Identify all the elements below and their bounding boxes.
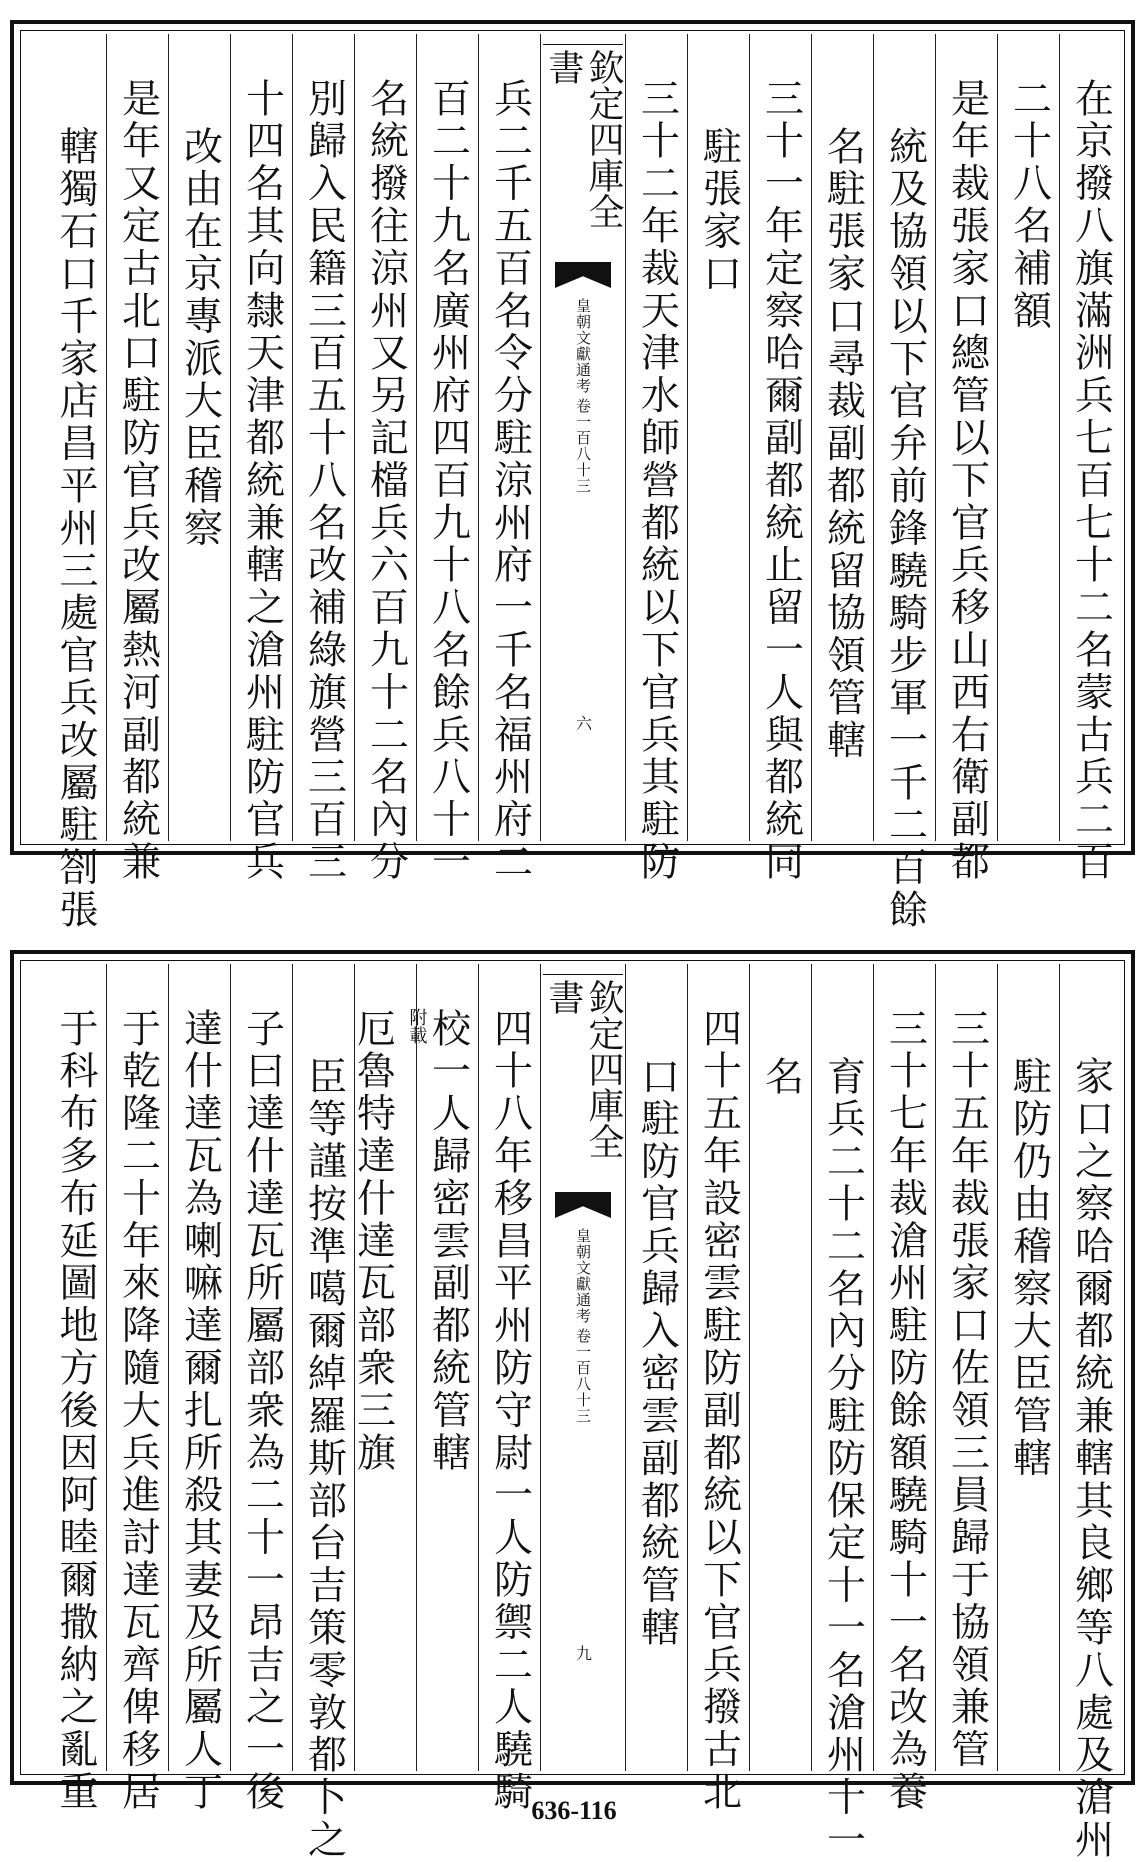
text-column bbox=[168, 34, 230, 841]
text-column bbox=[687, 34, 749, 841]
text-column bbox=[416, 34, 478, 884]
page-footer-number: 636-116 bbox=[531, 1796, 617, 1825]
fishtail-mark bbox=[555, 1192, 611, 1218]
text-line: 統及協領以下官弁前鋒驍騎步軍一千二百餘 bbox=[882, 126, 928, 932]
text-column bbox=[873, 964, 935, 1814]
text-column bbox=[811, 964, 873, 1862]
text-line: 是年裁張家口總管以下官兵移山西右衛副都 bbox=[944, 78, 990, 884]
folio-number: 六 bbox=[573, 715, 593, 731]
text-line: 四十五年設密雲駐防副都統以下官兵撥古北 bbox=[696, 1008, 742, 1814]
text-line: 口駐防官兵歸入密雲副都統管轄 bbox=[634, 1056, 680, 1650]
text-column bbox=[749, 964, 811, 1771]
text-line: 四十八年移昌平州防守尉一人防禦二人驍騎 bbox=[487, 1008, 533, 1814]
text-column bbox=[106, 964, 168, 1814]
text-line: 名駐張家口尋裁副都統留協領管轄 bbox=[820, 126, 866, 762]
text-line: 三十二年裁天津水師營都統以下官兵其駐防 bbox=[634, 78, 680, 884]
text-column bbox=[935, 964, 997, 1771]
folio-number: 九 bbox=[573, 1645, 593, 1661]
text-column bbox=[478, 34, 540, 884]
text-line: 于乾隆二十年來降隨大兵進討達瓦齊俾移居 bbox=[115, 1008, 161, 1814]
text-line: 育兵二十二名內分駐防保定十一名滄州十一 bbox=[820, 1056, 866, 1862]
text-line: 子曰達什達瓦所屬部衆為二十一昂吉之一後 bbox=[239, 1008, 285, 1814]
text-column bbox=[230, 34, 292, 884]
text-line: 駐張家口 bbox=[696, 126, 742, 296]
text-column bbox=[478, 964, 540, 1814]
text-column bbox=[168, 964, 230, 1814]
side-note-title: 皇朝文獻通考 bbox=[574, 1228, 592, 1324]
text-column bbox=[625, 34, 687, 884]
text-line: 三十一年定察哈爾副都統止留一人與都統同 bbox=[758, 78, 804, 884]
text-line: 于科布多布延圖地方後因阿睦爾撒納之亂重 bbox=[53, 1008, 98, 1814]
text-column bbox=[416, 964, 478, 1771]
center-fold bbox=[540, 34, 625, 841]
side-note bbox=[573, 1228, 593, 1424]
text-line: 厄魯特達什達瓦部衆三旗 bbox=[350, 1008, 396, 1475]
text-line: 十四名其向隸天津都統兼轄之滄州駐防官兵 bbox=[239, 78, 285, 884]
text-column bbox=[687, 964, 749, 1814]
text-column bbox=[44, 964, 106, 1814]
text-column bbox=[935, 34, 997, 884]
text-line: 名 bbox=[758, 1056, 804, 1099]
text-line: 名統撥往涼州又另記檔兵六百九十二名內分 bbox=[363, 78, 409, 884]
text-line: 家口之察哈爾都統兼轄其良鄉等八處及滄州 bbox=[1068, 1056, 1114, 1862]
text-line: 兵二千五百名令分駐涼州府一千名福州府二 bbox=[487, 78, 533, 884]
text-line: 校一人歸密雲副都統管轄 bbox=[425, 1008, 471, 1475]
book-title: 欽定四庫全書 bbox=[543, 974, 623, 1184]
side-note-volume: 卷一百八十三 bbox=[574, 1328, 592, 1424]
text-column bbox=[811, 34, 873, 841]
center-fold bbox=[540, 964, 625, 1771]
text-column bbox=[1059, 34, 1121, 884]
text-column bbox=[873, 34, 935, 932]
text-line: 百二十九名廣州府四百九十八名餘兵八十一 bbox=[425, 78, 471, 884]
text-line: 三十五年裁張家口佐領三員歸于協領兼管 bbox=[944, 1008, 990, 1772]
top-page-frame bbox=[10, 20, 1135, 932]
text-line: 駐防仍由稽察大臣管轄 bbox=[1006, 1056, 1052, 1480]
text-line: 在京撥八旗滿洲兵七百七十二名蒙古兵二百 bbox=[1068, 78, 1114, 884]
text-column bbox=[997, 34, 1059, 841]
text-line: 臣等謹按準噶爾綽羅斯部台吉策零敦都卜之 bbox=[301, 1056, 347, 1862]
text-line: 改由在京專派大臣稽察 bbox=[177, 126, 223, 550]
side-note bbox=[573, 298, 593, 494]
text-column bbox=[1059, 964, 1121, 1862]
text-column bbox=[997, 964, 1059, 1771]
text-line: 三十七年裁滄州駐防餘額驍騎十一名改為養 bbox=[882, 1008, 928, 1814]
text-line: 別歸入民籍三百五十八名改補綠旗營三百三 bbox=[301, 78, 347, 884]
text-line: 是年又定古北口駐防官兵改屬熱河副都統兼 bbox=[115, 78, 161, 884]
top-page-columns bbox=[24, 34, 1121, 932]
text-line: 轄獨石口千家店昌平州三處官兵改屬駐劄張 bbox=[53, 126, 98, 932]
text-column bbox=[625, 964, 687, 1771]
text-column bbox=[350, 964, 428, 1771]
text-column bbox=[749, 34, 811, 884]
side-note-title: 皇朝文獻通考 bbox=[574, 298, 592, 394]
text-column bbox=[44, 34, 106, 932]
book-title: 欽定四庫全書 bbox=[543, 44, 623, 254]
attached-note: 附載 bbox=[406, 1008, 428, 1044]
text-column bbox=[106, 34, 168, 884]
side-note-volume: 卷一百八十三 bbox=[574, 398, 592, 494]
text-line: 二十八名補額 bbox=[1006, 78, 1052, 333]
fishtail-mark bbox=[555, 262, 611, 288]
text-column bbox=[354, 34, 416, 884]
text-column bbox=[230, 964, 292, 1814]
text-column bbox=[292, 34, 354, 884]
text-line: 達什達瓦為喇嘛達爾扎所殺其妻及所屬人丁 bbox=[177, 1008, 223, 1814]
